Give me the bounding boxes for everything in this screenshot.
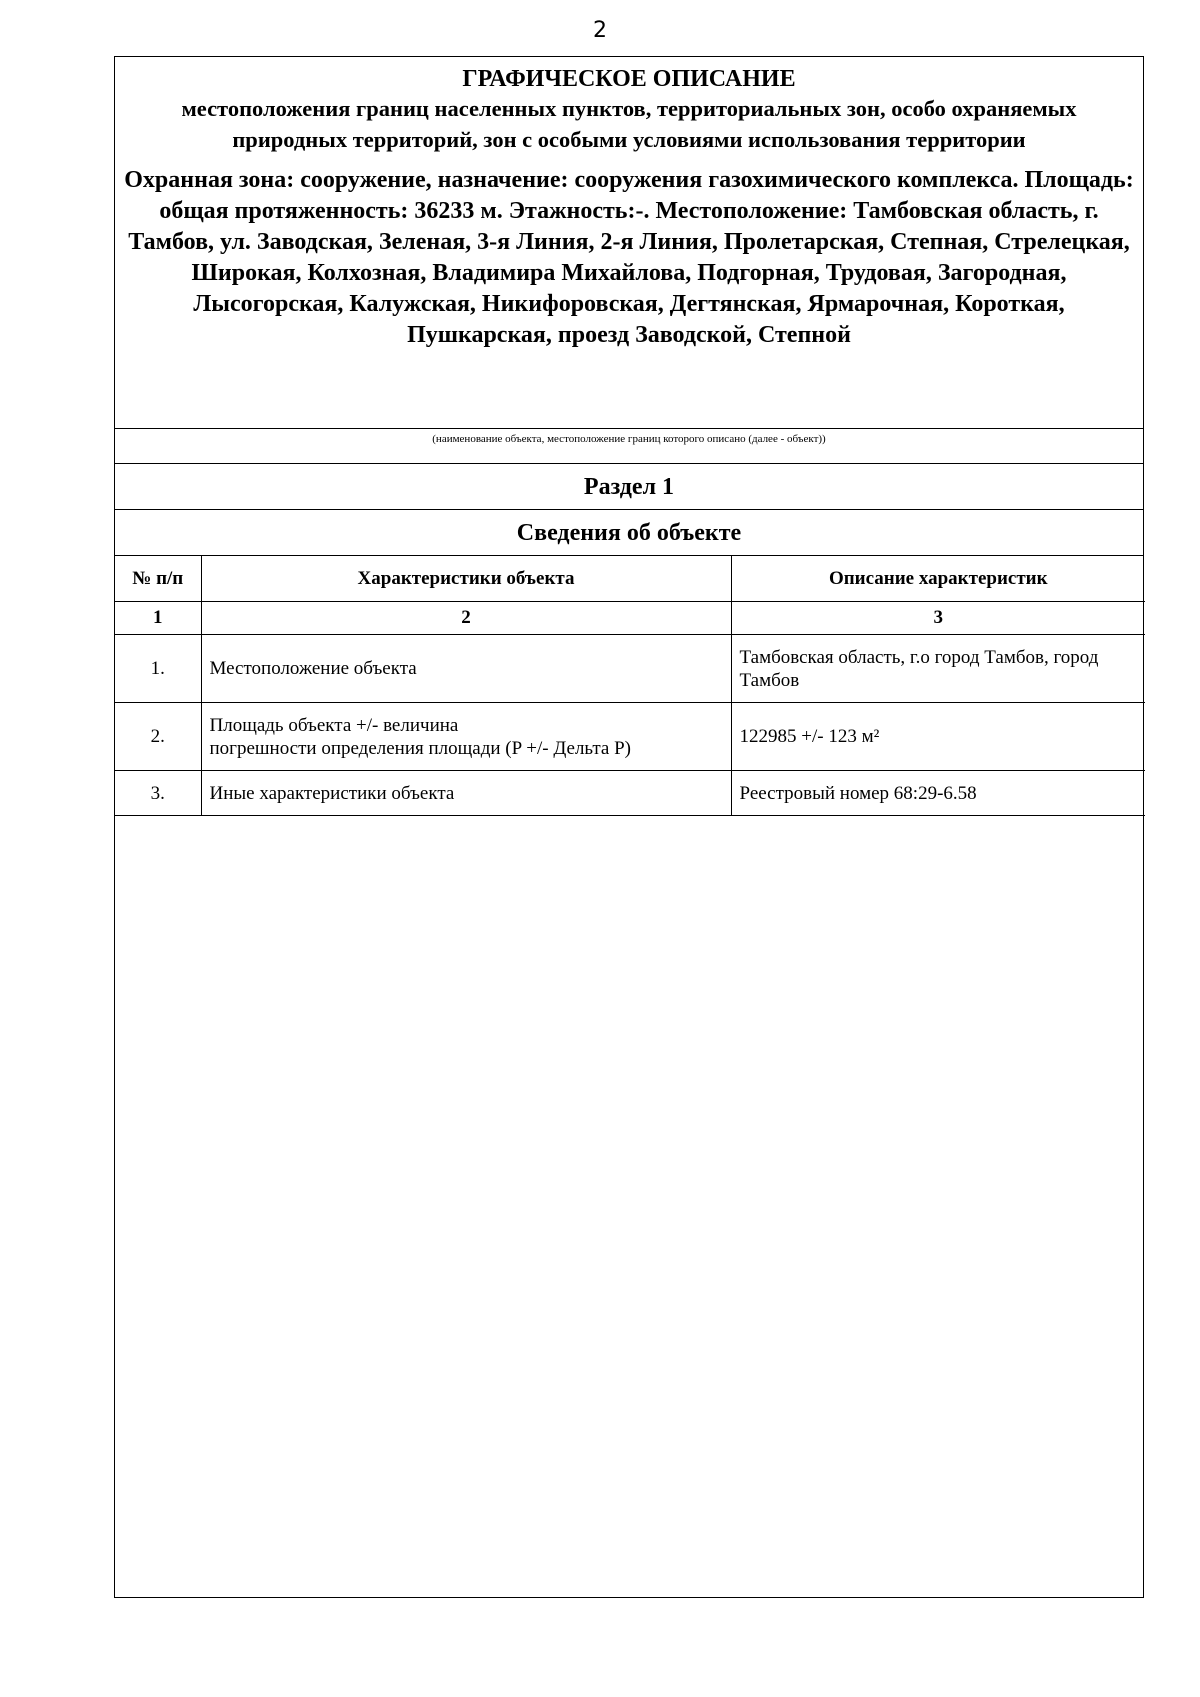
column-index: 3 xyxy=(731,602,1145,635)
row-description: Реестровый номер 68:29-6.58 xyxy=(731,771,1145,816)
table-row xyxy=(115,703,1145,771)
row-description: 122985 +/- 123 м² xyxy=(731,703,1145,771)
row-characteristic: Местоположение объекта xyxy=(201,635,731,703)
document-title: ГРАФИЧЕСКОЕ ОПИСАНИЕ xyxy=(462,66,796,92)
object-name: Охранная зона: сооружение, назначение: сооружения газохимического комплекса. Площадь: общая протяженность: 36233 м. Этажность:-. Местоположение: Тамбовская область, г. Тамбов, ул. Заводская, Зеленая, 3-я Линия, 2-я Линия, Пролетарская, Степная, Стрелецкая, Широкая, Колхозная, Владимира Михайлова, Подгорная, Трудовая, Загородная, Лысогорская, Калужская, Никифоровская, Дегтянская, Ярмарочная, Короткая, Пушкарская, проезд Заводской, Степной xyxy=(124,167,1134,348)
page-number: 2 xyxy=(593,18,607,43)
row-characteristic: Иные характеристики объекта xyxy=(201,771,731,816)
row-characteristic xyxy=(201,703,731,771)
document-frame xyxy=(114,56,1144,1598)
column-index: 2 xyxy=(201,602,731,635)
object-info-table xyxy=(115,556,1145,816)
column-header-description: Описание характеристик xyxy=(731,556,1145,602)
column-index: 1 xyxy=(115,602,201,635)
row-number: 3. xyxy=(115,771,201,816)
document-subtitle: местоположения границ населенных пунктов, территориальных зон, особо охраняемых природных территорий, зон с особыми условиями использования территории xyxy=(181,96,1077,152)
row-characteristic-line: погрешности определения площади (P +/- Дельта P) xyxy=(209,737,631,759)
table-index-row xyxy=(115,602,1145,635)
document-header xyxy=(115,57,1143,429)
row-characteristic-line: Площадь объекта +/- величина xyxy=(209,714,459,736)
table-header-row xyxy=(115,556,1145,602)
row-description: Тамбовская область, г.о город Тамбов, город Тамбов xyxy=(731,635,1145,703)
column-header-characteristic: Характеристики объекта xyxy=(201,556,731,602)
row-number: 2. xyxy=(115,703,201,771)
table-row xyxy=(115,771,1145,816)
column-header-number: № п/п xyxy=(115,556,201,602)
section-number: Раздел 1 xyxy=(115,464,1143,510)
section-title: Сведения об объекте xyxy=(115,510,1143,556)
table-row xyxy=(115,635,1145,703)
object-name-caption: (наименование объекта, местоположение границ которого описано (далее - объект)) xyxy=(115,429,1143,464)
row-number: 1. xyxy=(115,635,201,703)
